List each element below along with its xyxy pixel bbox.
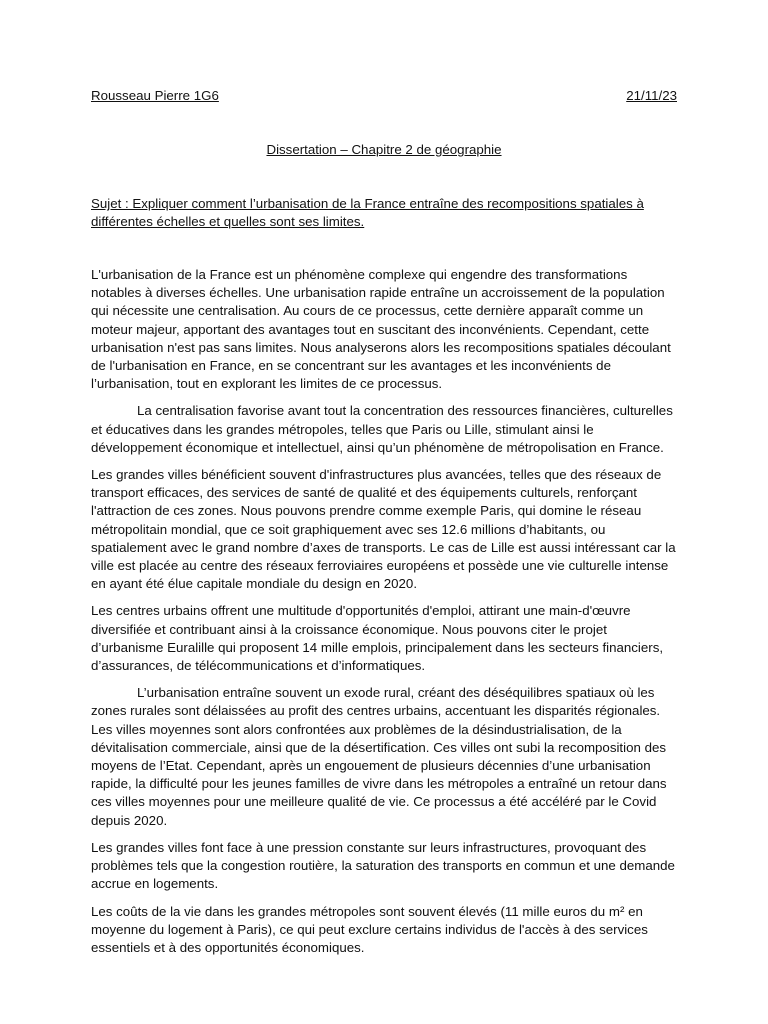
document-body bbox=[91, 266, 680, 966]
paragraph-exode-rural: L’urbanisation entraîne souvent un exode rural, créant des déséquilibres spatiaux où les zones rurales sont délaissées au profit des centres urbains, accentuant les disparités régionales. Les villes moyennes sont alors confrontées aux problèmes de la désindustrialisation, de la dévitalisation commerciale, ainsi que de la désertification. Ces villes ont subi la recomposition des moyens de l’Etat. Cependant, après un engouement de plusieurs décennies d’une urbanisation rapide, la difficulté pour les jeunes familles de vivre dans les métropoles a entraîné un retour dans ces villes moyennes pour une meilleure qualité de vie. Ce processus a été accéléré par le Covid depuis 2020. bbox=[91, 685, 667, 828]
paragraph-introduction: L'urbanisation de la France est un phénomène complexe qui engendre des transformations notables à diverses échelles. Une urbanisation rapide entraîne un accroissement de la population qui nécessite une centralisation. Au cours de ce processus, cette dernière apparaît comme un moteur majeur, apportant des avantages tout en suscitant des inconvénients. Cependant, cette urbanisation n'est pas sans limites. Nous analyserons alors les recompositions spatiales découlant de l'urbanisation en France, en se concentrant sur les avantages et les inconvénients de l’urbanisation, tout en explorant les limites de ce processus. bbox=[91, 267, 671, 392]
paragraph-couts: Les coûts de la vie dans les grandes métropoles sont souvent élevés (11 mille euros du m² en moyenne du logement à Paris), ce qui peut exclure certains individus de l'accès à des services essentiels et à des opportunités économiques. bbox=[91, 903, 648, 955]
paragraph-centralisation: La centralisation favorise avant tout la concentration des ressources financières, culturelles et éducatives dans les grandes métropoles, telles que Paris ou Lille, stimulant ainsi le développement économique et intellectuel, ainsi qu’un phénomène de métropolisation en France. bbox=[91, 403, 673, 455]
paragraph-pression: Les grandes villes font face à une pression constante sur leurs infrastructures, provoquant des problèmes tels que la congestion routière, la saturation des transports en commun et une demande accrue en logements. bbox=[91, 839, 675, 892]
paragraph-emploi: Les centres urbains offrent une multitude d'opportunités d'emploi, attirant une main-d'œuvre diversifiée et contribuant ainsi à la croissance économique. Nous pouvons citer le projet d’urbanisme Euralille qui proposent 14 mille emplois, principalement dans les secteurs financiers, d’assurances, de télécommunications et d’informatiques. bbox=[91, 603, 664, 674]
subject-statement: Sujet : Expliquer comment l’urbanisation de la France entraîne des recompositions spatiales à différentes échelles et quelles sont ses limites. bbox=[91, 196, 644, 230]
paragraph-infrastructures: Les grandes villes bénéficient souvent d'infrastructures plus avancées, telles que des réseaux de transport efficaces, des services de santé de qualité et des équipements culturels, renforçant l'attraction de ces zones. Nous pouvons prendre comme exemple Paris, qui domine le réseau métropolitain mondial, que ce soit graphiquement avec ses 12.6 millions d’habitants, ou spatialement avec le grand nombre d’axes de transports. Le cas de Lille est aussi intéressant car la ville est placée au centre des réseaux ferroviaires européens et possède une vie culturelle intense en ayant été élue capitale mondiale du design en 2020. bbox=[91, 467, 676, 592]
document-date: 21/11/23 bbox=[626, 88, 677, 103]
document-title: Dissertation – Chapitre 2 de géographie bbox=[266, 142, 502, 157]
document-header bbox=[91, 87, 677, 105]
author-name: Rousseau Pierre 1G6 bbox=[91, 88, 219, 103]
